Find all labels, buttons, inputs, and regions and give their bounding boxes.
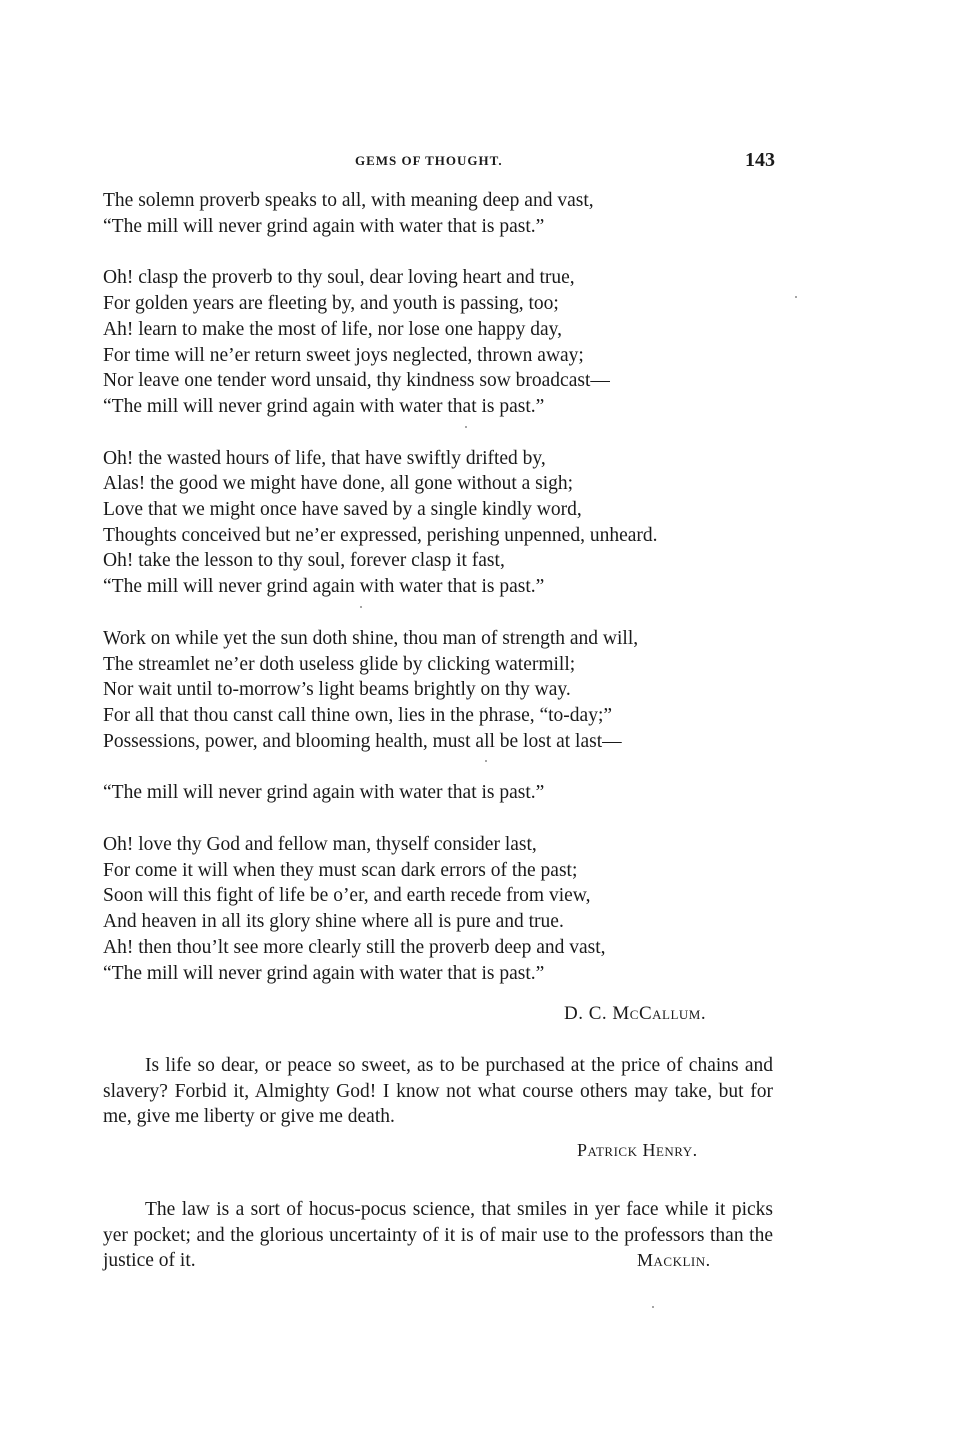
page-number: 143: [745, 149, 775, 171]
quote-macklin-attribution: Macklin.: [637, 1250, 711, 1270]
poem-line: “The mill will never grind again with water that is past.”: [103, 395, 545, 417]
poem-line: Ah! then thou’lt see more clearly still the proverb deep and vast,: [103, 936, 606, 958]
poem-attribution: D. C. McCallum.: [564, 1003, 707, 1024]
quote-henry: [103, 1053, 773, 1130]
poem-line: “The mill will never grind again with water that is past.”: [103, 782, 545, 804]
poem-line: Possessions, power, and blooming health, must all be lost at last—: [103, 730, 622, 752]
poem-line: And heaven in all its glory shine where all is pure and true.: [103, 911, 564, 933]
poem-line: “The mill will never grind again with water that is past.”: [103, 576, 545, 598]
poem-line: The solemn proverb speaks to all, with meaning deep and vast,: [103, 190, 594, 211]
poem-line: For come it will when they must scan dark errors of the past;: [103, 859, 578, 881]
poem-line: Alas! the good we might have done, all gone without a sigh;: [103, 473, 574, 495]
poem-line: The streamlet ne’er doth useless glide by clicking watermill;: [103, 653, 576, 675]
poem: [103, 188, 803, 1012]
print-speck: [485, 760, 487, 762]
poem-line: Love that we might once have saved by a single kindly word,: [103, 499, 582, 521]
poem-line: For all that thou canst call thine own, lies in the phrase, “to-day;”: [103, 704, 613, 726]
poem-line: Oh! clasp the proverb to thy soul, dear loving heart and true,: [103, 267, 575, 289]
poem-line: “The mill will never grind again with water that is past.”: [103, 962, 545, 984]
quote-text: The law is a sort of hocus-pocus science, that smiles in yer face while it picks yer pocket; and the glorious uncertainty of it is of mair use to the professors than the justice of it.: [103, 1199, 773, 1272]
poem-line: Oh! love thy God and fellow man, thyself consider last,: [103, 834, 537, 856]
print-speck: [795, 296, 797, 298]
print-speck: [360, 606, 362, 608]
running-title: GEMS OF THOUGHT.: [355, 153, 503, 168]
poem-line: For time will ne’er return sweet joys neglected, thrown away;: [103, 344, 584, 366]
poem-line: Oh! take the lesson to thy soul, forever clasp it fast,: [103, 550, 505, 572]
poem-line: Work on while yet the sun doth shine, thou man of strength and will,: [103, 627, 639, 649]
poem-line: Nor leave one tender word unsaid, thy kindness sow broadcast—: [103, 370, 610, 392]
poem-line: Ah! learn to make the most of life, nor lose one happy day,: [103, 318, 563, 340]
poem-line: “The mill will never grind again with water that is past.”: [103, 215, 545, 237]
poem-line: Thoughts conceived but ne’er expressed, perishing unpenned, unheard.: [103, 524, 658, 546]
stanza: [103, 626, 803, 755]
quote-henry-attribution: Patrick Henry.: [577, 1140, 698, 1160]
poem-line: For golden years are fleeting by, and youth is passing, too;: [103, 293, 559, 315]
stanza: [103, 832, 803, 986]
stanza: [103, 780, 803, 806]
poem-line: Nor wait until to-morrow’s light beams brightly on thy way.: [103, 679, 571, 701]
quote-text: Is life so dear, or peace so sweet, as to be purchased at the price of chains and slavery? Forbid it, Almighty God! I know not what course others may take, but for me, give me liberty or give me death.: [103, 1055, 773, 1128]
poem-line: Soon will this fight of life be o’er, and earth recede from view,: [103, 885, 591, 907]
stanza: [103, 446, 803, 600]
stanza: [103, 188, 803, 239]
print-speck: [652, 1306, 654, 1308]
running-head: [0, 151, 954, 175]
print-speck: [465, 426, 467, 428]
stanza: [103, 265, 803, 419]
poem-line: Oh! the wasted hours of life, that have swiftly drifted by,: [103, 447, 546, 469]
